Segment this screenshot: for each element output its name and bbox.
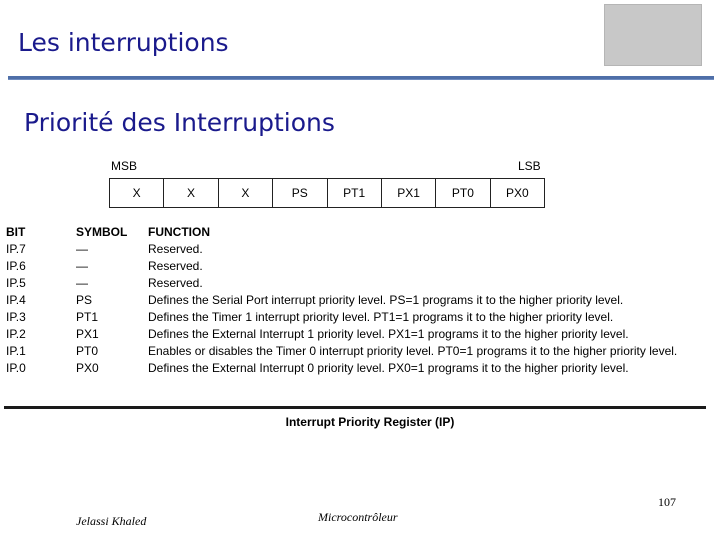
register-bit-2: PX1 (381, 179, 435, 207)
table-row (6, 360, 716, 377)
page-number: 107 (658, 495, 676, 509)
symbol-cell: PS (76, 293, 93, 307)
register-bit-1: PT0 (435, 179, 489, 207)
table-row (6, 326, 716, 343)
register-bit-7: X (132, 186, 141, 200)
column-header-symbol: SYMBOL (76, 225, 128, 239)
bit-cell: IP.7 (6, 242, 26, 256)
column-header-bit: BIT (6, 225, 26, 239)
table-row (6, 258, 716, 275)
bit-cell: IP.5 (6, 276, 26, 290)
function-cell: Reserved. (148, 242, 203, 256)
register-bit-4: PS (272, 179, 326, 207)
bit-cell: IP.3 (6, 310, 26, 324)
function-cell: Enables or disables the Timer 0 interrupt priority level. PT0=1 programs it to the higher priority level. (148, 344, 678, 358)
register-bit-3: PT1 (327, 179, 381, 207)
function-cell: Reserved. (148, 259, 203, 273)
function-cell: Defines the Serial Port interrupt priority level. PS=1 programs it to the higher priority level. (148, 293, 624, 307)
register-bit-5: X (218, 179, 272, 207)
figure-caption: Interrupt Priority Register (IP) (285, 415, 455, 429)
column-header-function: FUNCTION (148, 225, 210, 239)
symbol-cell: PX1 (76, 327, 99, 341)
table-row (6, 275, 716, 292)
symbol-cell: PX0 (76, 361, 99, 375)
function-cell: Defines the Timer 1 interrupt priority level. PT1=1 programs it to the higher priority level. (148, 310, 614, 324)
bit-function-table (6, 224, 716, 377)
function-cell: Reserved. (148, 276, 203, 290)
table-header-row (6, 224, 716, 241)
table-row (6, 309, 716, 326)
function-cell: Defines the External Interrupt 1 priority level. PX1=1 programs it to the higher priority level. (148, 327, 629, 341)
bit-cell: IP.0 (6, 361, 26, 375)
table-bottom-rule (4, 406, 706, 409)
function-cell: Defines the External Interrupt 0 priority level. PX0=1 programs it to the higher priority level. (148, 361, 629, 375)
symbol-cell: PT0 (76, 344, 99, 358)
msb-label: MSB (111, 159, 138, 173)
register-bit-6: X (163, 179, 217, 207)
symbol-cell: — (76, 259, 88, 273)
slide-subtitle: Priorité des Interruptions (24, 108, 335, 137)
slide-section-title: Les interruptions (18, 28, 229, 57)
register-bit-0: PX0 (490, 179, 544, 207)
bit-cell: IP.6 (6, 259, 26, 273)
symbol-cell: PT1 (76, 310, 99, 324)
lsb-label: LSB (518, 159, 541, 173)
symbol-cell: — (76, 242, 88, 256)
footer-course: Microcontrôleur (318, 510, 398, 524)
bit-cell: IP.2 (6, 327, 26, 341)
table-row (6, 343, 716, 360)
footer-author: Jelassi Khaled (76, 514, 147, 528)
table-row (6, 241, 716, 258)
header-logo-placeholder (604, 4, 702, 66)
header-divider (8, 76, 714, 80)
bit-cell: IP.4 (6, 293, 26, 307)
register-bit-diagram (109, 178, 545, 208)
bit-cell: IP.1 (6, 344, 26, 358)
symbol-cell: — (76, 276, 88, 290)
table-row (6, 292, 716, 309)
